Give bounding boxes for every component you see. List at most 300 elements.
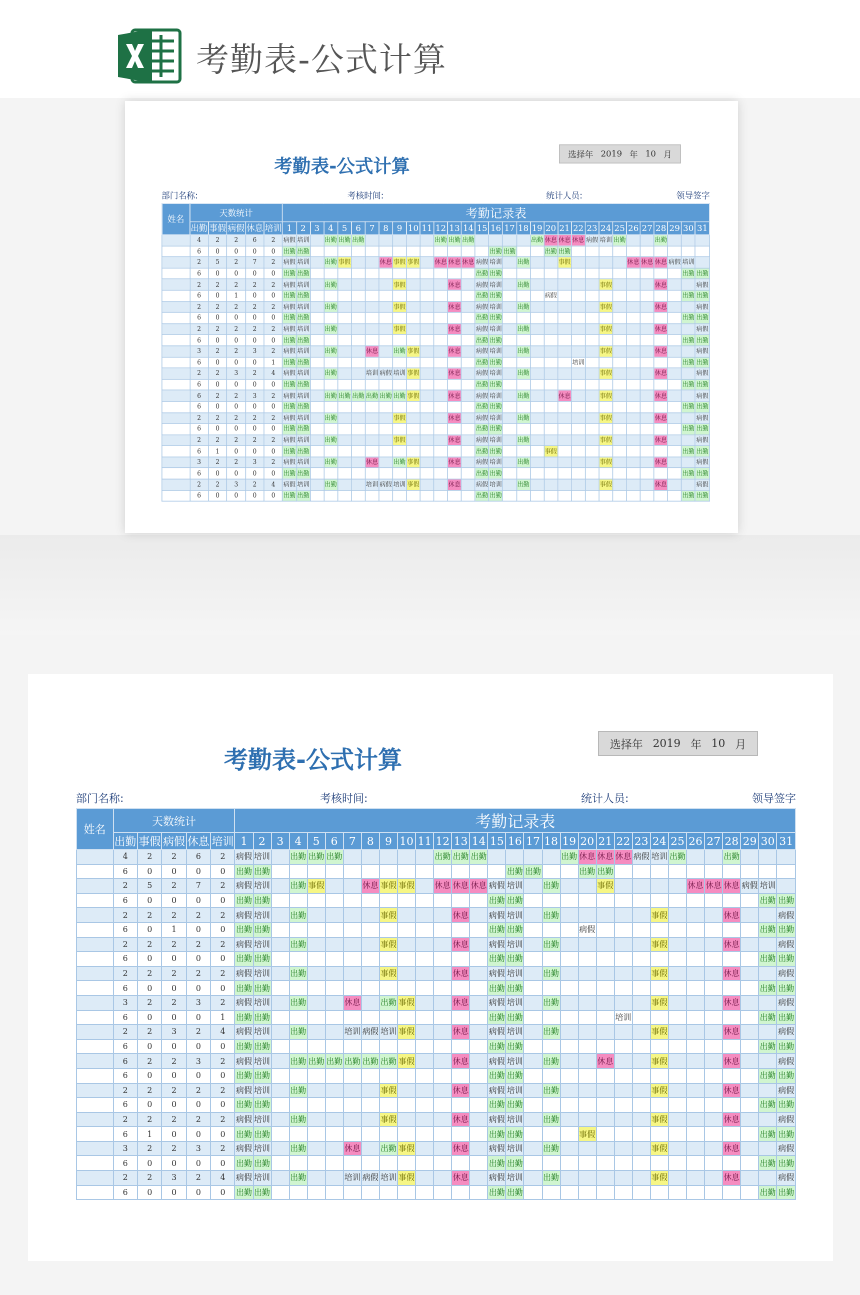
day-cell[interactable]: 休息 <box>434 879 452 894</box>
day-cell[interactable] <box>434 1185 452 1200</box>
day-cell[interactable] <box>365 435 379 446</box>
day-cell[interactable] <box>723 952 741 967</box>
day-cell[interactable] <box>351 246 365 257</box>
day-cell[interactable] <box>325 1098 343 1113</box>
day-cell[interactable]: 病假 <box>544 290 558 301</box>
day-cell[interactable] <box>599 468 613 479</box>
day-cell[interactable] <box>640 446 654 457</box>
day-cell[interactable] <box>668 412 682 423</box>
day-cell[interactable] <box>599 446 613 457</box>
day-cell[interactable]: 休息 <box>687 879 705 894</box>
day-cell[interactable]: 事假 <box>650 1171 668 1186</box>
day-cell[interactable]: 出勤 <box>283 335 297 346</box>
name-cell[interactable] <box>162 390 190 401</box>
day-cell[interactable]: 事假 <box>398 879 416 894</box>
day-cell[interactable] <box>516 468 530 479</box>
day-cell[interactable]: 事假 <box>338 257 352 268</box>
day-cell[interactable]: 出勤 <box>307 1054 325 1069</box>
day-cell[interactable]: 出勤 <box>379 1054 397 1069</box>
day-cell[interactable]: 病假 <box>585 235 599 246</box>
day-cell[interactable] <box>338 246 352 257</box>
day-cell[interactable]: 出勤 <box>343 1054 361 1069</box>
day-cell[interactable] <box>310 457 324 468</box>
day-cell[interactable]: 事假 <box>558 257 572 268</box>
name-cell[interactable] <box>77 908 114 923</box>
day-cell[interactable]: 事假 <box>379 1083 397 1098</box>
name-cell[interactable] <box>162 279 190 290</box>
day-cell[interactable] <box>571 246 585 257</box>
day-cell[interactable]: 病假 <box>235 1112 253 1127</box>
day-cell[interactable]: 出勤 <box>235 1185 253 1200</box>
day-cell[interactable]: 出勤 <box>475 468 489 479</box>
day-cell[interactable]: 出勤 <box>475 401 489 412</box>
day-cell[interactable]: 出勤 <box>488 922 506 937</box>
day-cell[interactable] <box>668 246 682 257</box>
day-cell[interactable]: 病假 <box>235 850 253 865</box>
day-cell[interactable] <box>632 1025 650 1040</box>
day-cell[interactable]: 出勤 <box>516 479 530 490</box>
day-cell[interactable]: 休息 <box>452 879 470 894</box>
day-cell[interactable]: 出勤 <box>324 390 338 401</box>
day-cell[interactable] <box>558 312 572 323</box>
day-cell[interactable] <box>741 1127 759 1142</box>
day-cell[interactable] <box>488 850 506 865</box>
day-cell[interactable]: 出勤 <box>654 235 668 246</box>
day-cell[interactable] <box>365 279 379 290</box>
day-cell[interactable] <box>560 908 578 923</box>
day-cell[interactable]: 病假 <box>695 324 709 335</box>
day-cell[interactable]: 出勤 <box>470 850 488 865</box>
day-cell[interactable] <box>365 257 379 268</box>
day-cell[interactable] <box>599 268 613 279</box>
day-cell[interactable] <box>759 908 777 923</box>
day-cell[interactable]: 出勤 <box>695 335 709 346</box>
day-cell[interactable] <box>452 1068 470 1083</box>
day-cell[interactable] <box>398 864 416 879</box>
day-cell[interactable]: 出勤 <box>695 357 709 368</box>
day-cell[interactable] <box>654 401 668 412</box>
day-cell[interactable]: 病假 <box>475 324 489 335</box>
day-cell[interactable] <box>503 268 517 279</box>
day-cell[interactable] <box>434 446 448 457</box>
day-cell[interactable]: 出勤 <box>361 1054 379 1069</box>
day-cell[interactable]: 病假 <box>283 301 297 312</box>
day-cell[interactable]: 培训 <box>489 279 503 290</box>
name-cell[interactable] <box>77 1171 114 1186</box>
day-cell[interactable] <box>398 937 416 952</box>
day-cell[interactable] <box>668 268 682 279</box>
day-cell[interactable] <box>560 864 578 879</box>
day-cell[interactable] <box>434 290 448 301</box>
day-cell[interactable] <box>461 368 475 379</box>
day-cell[interactable] <box>307 1127 325 1142</box>
day-cell[interactable] <box>343 952 361 967</box>
day-cell[interactable] <box>420 468 434 479</box>
day-cell[interactable]: 病假 <box>475 346 489 357</box>
day-cell[interactable] <box>516 268 530 279</box>
day-cell[interactable] <box>668 290 682 301</box>
day-cell[interactable] <box>530 368 544 379</box>
day-cell[interactable]: 病假 <box>777 1025 796 1040</box>
day-cell[interactable] <box>365 446 379 457</box>
day-cell[interactable] <box>614 1098 632 1113</box>
day-cell[interactable] <box>668 379 682 390</box>
day-cell[interactable] <box>723 981 741 996</box>
day-cell[interactable]: 病假 <box>777 1083 796 1098</box>
day-cell[interactable] <box>650 922 668 937</box>
day-cell[interactable] <box>571 424 585 435</box>
day-cell[interactable]: 出勤 <box>475 490 489 501</box>
day-cell[interactable] <box>289 1068 307 1083</box>
day-cell[interactable] <box>310 301 324 312</box>
day-cell[interactable] <box>379 1127 397 1142</box>
day-cell[interactable] <box>640 457 654 468</box>
day-cell[interactable] <box>365 424 379 435</box>
day-cell[interactable] <box>723 1010 741 1025</box>
day-cell[interactable]: 出勤 <box>235 1156 253 1171</box>
day-cell[interactable] <box>503 368 517 379</box>
day-cell[interactable] <box>289 1185 307 1200</box>
day-cell[interactable]: 休息 <box>343 995 361 1010</box>
day-cell[interactable] <box>351 257 365 268</box>
day-cell[interactable]: 休息 <box>596 850 614 865</box>
day-cell[interactable] <box>307 1141 325 1156</box>
day-cell[interactable] <box>379 424 393 435</box>
day-cell[interactable] <box>406 468 420 479</box>
day-cell[interactable] <box>613 324 627 335</box>
day-cell[interactable] <box>654 290 668 301</box>
day-cell[interactable]: 出勤 <box>542 879 560 894</box>
day-cell[interactable] <box>613 390 627 401</box>
day-cell[interactable]: 出勤 <box>613 235 627 246</box>
day-cell[interactable] <box>310 268 324 279</box>
day-cell[interactable] <box>351 290 365 301</box>
day-cell[interactable] <box>365 312 379 323</box>
day-cell[interactable]: 出勤 <box>365 390 379 401</box>
day-cell[interactable] <box>398 922 416 937</box>
day-cell[interactable]: 出勤 <box>681 335 695 346</box>
day-cell[interactable]: 出勤 <box>759 952 777 967</box>
name-cell[interactable] <box>77 1025 114 1040</box>
day-cell[interactable] <box>632 1083 650 1098</box>
day-cell[interactable] <box>393 246 407 257</box>
day-cell[interactable] <box>640 290 654 301</box>
day-cell[interactable] <box>705 850 723 865</box>
day-cell[interactable] <box>351 435 365 446</box>
day-cell[interactable] <box>324 290 338 301</box>
day-cell[interactable]: 休息 <box>558 390 572 401</box>
day-cell[interactable]: 出勤 <box>283 357 297 368</box>
day-cell[interactable] <box>542 893 560 908</box>
day-cell[interactable] <box>470 1185 488 1200</box>
name-cell[interactable] <box>162 446 190 457</box>
name-cell[interactable] <box>162 468 190 479</box>
day-cell[interactable] <box>626 401 640 412</box>
day-cell[interactable] <box>585 324 599 335</box>
day-cell[interactable] <box>416 1112 434 1127</box>
day-cell[interactable]: 出勤 <box>283 468 297 479</box>
day-cell[interactable] <box>470 937 488 952</box>
day-cell[interactable] <box>544 357 558 368</box>
day-cell[interactable] <box>338 312 352 323</box>
day-cell[interactable] <box>626 268 640 279</box>
day-cell[interactable] <box>406 246 420 257</box>
day-cell[interactable] <box>307 1025 325 1040</box>
day-cell[interactable] <box>741 1010 759 1025</box>
day-cell[interactable]: 事假 <box>650 937 668 952</box>
day-cell[interactable]: 出勤 <box>461 235 475 246</box>
day-cell[interactable] <box>398 908 416 923</box>
day-cell[interactable] <box>705 1112 723 1127</box>
day-cell[interactable] <box>585 301 599 312</box>
day-cell[interactable] <box>596 1083 614 1098</box>
day-cell[interactable] <box>271 922 289 937</box>
name-cell[interactable] <box>162 235 190 246</box>
day-cell[interactable] <box>578 1098 596 1113</box>
day-cell[interactable] <box>741 966 759 981</box>
day-cell[interactable] <box>361 1098 379 1113</box>
day-cell[interactable] <box>650 1185 668 1200</box>
day-cell[interactable] <box>544 268 558 279</box>
day-cell[interactable] <box>614 864 632 879</box>
day-cell[interactable] <box>632 893 650 908</box>
day-cell[interactable]: 出勤 <box>489 268 503 279</box>
day-cell[interactable]: 培训 <box>614 1010 632 1025</box>
day-cell[interactable] <box>307 1068 325 1083</box>
day-cell[interactable] <box>338 446 352 457</box>
day-cell[interactable] <box>530 412 544 423</box>
day-cell[interactable] <box>585 279 599 290</box>
day-cell[interactable] <box>614 1156 632 1171</box>
day-cell[interactable] <box>524 1171 542 1186</box>
day-cell[interactable] <box>351 301 365 312</box>
day-cell[interactable] <box>448 468 462 479</box>
day-cell[interactable] <box>420 490 434 501</box>
day-cell[interactable]: 事假 <box>398 995 416 1010</box>
day-cell[interactable]: 病假 <box>741 879 759 894</box>
day-cell[interactable] <box>361 966 379 981</box>
day-cell[interactable]: 培训 <box>506 995 524 1010</box>
day-cell[interactable] <box>777 850 796 865</box>
day-cell[interactable]: 出勤 <box>235 893 253 908</box>
day-cell[interactable] <box>626 479 640 490</box>
day-cell[interactable] <box>361 937 379 952</box>
day-cell[interactable] <box>325 981 343 996</box>
day-cell[interactable] <box>448 357 462 368</box>
day-cell[interactable]: 出勤 <box>488 1068 506 1083</box>
day-cell[interactable]: 事假 <box>393 412 407 423</box>
day-cell[interactable] <box>343 1068 361 1083</box>
day-cell[interactable] <box>516 235 530 246</box>
day-cell[interactable] <box>741 1039 759 1054</box>
day-cell[interactable] <box>461 446 475 457</box>
day-cell[interactable]: 出勤 <box>489 424 503 435</box>
day-cell[interactable] <box>530 424 544 435</box>
day-cell[interactable] <box>434 1171 452 1186</box>
day-cell[interactable] <box>420 312 434 323</box>
day-cell[interactable] <box>461 468 475 479</box>
day-cell[interactable]: 休息 <box>544 235 558 246</box>
day-cell[interactable] <box>503 490 517 501</box>
day-cell[interactable]: 病假 <box>283 390 297 401</box>
day-cell[interactable]: 培训 <box>489 346 503 357</box>
day-cell[interactable]: 培训 <box>365 479 379 490</box>
day-cell[interactable] <box>351 468 365 479</box>
day-cell[interactable] <box>668 922 686 937</box>
day-cell[interactable] <box>416 922 434 937</box>
day-cell[interactable] <box>503 324 517 335</box>
day-cell[interactable] <box>613 490 627 501</box>
day-cell[interactable] <box>307 1010 325 1025</box>
day-cell[interactable] <box>544 301 558 312</box>
day-cell[interactable] <box>325 1112 343 1127</box>
day-cell[interactable] <box>361 981 379 996</box>
day-cell[interactable]: 出勤 <box>253 1185 271 1200</box>
day-cell[interactable]: 培训 <box>489 412 503 423</box>
day-cell[interactable]: 出勤 <box>338 235 352 246</box>
day-cell[interactable] <box>393 424 407 435</box>
day-cell[interactable] <box>406 490 420 501</box>
day-cell[interactable]: 出勤 <box>235 1039 253 1054</box>
day-cell[interactable]: 事假 <box>379 1112 397 1127</box>
day-cell[interactable] <box>668 995 686 1010</box>
day-cell[interactable]: 出勤 <box>325 850 343 865</box>
day-cell[interactable] <box>434 1039 452 1054</box>
day-cell[interactable] <box>324 246 338 257</box>
day-cell[interactable]: 事假 <box>599 279 613 290</box>
day-cell[interactable]: 病假 <box>235 1025 253 1040</box>
day-cell[interactable] <box>325 952 343 967</box>
day-cell[interactable] <box>585 335 599 346</box>
day-cell[interactable]: 病假 <box>695 301 709 312</box>
day-cell[interactable] <box>406 335 420 346</box>
day-cell[interactable] <box>271 937 289 952</box>
day-cell[interactable] <box>310 446 324 457</box>
day-cell[interactable] <box>351 446 365 457</box>
day-cell[interactable]: 培训 <box>506 1141 524 1156</box>
day-cell[interactable] <box>434 324 448 335</box>
day-cell[interactable] <box>406 268 420 279</box>
day-cell[interactable] <box>687 966 705 981</box>
day-cell[interactable] <box>343 937 361 952</box>
day-cell[interactable] <box>542 850 560 865</box>
day-cell[interactable] <box>524 937 542 952</box>
day-cell[interactable]: 出勤 <box>283 401 297 412</box>
day-cell[interactable] <box>687 1054 705 1069</box>
day-cell[interactable] <box>705 864 723 879</box>
day-cell[interactable]: 病假 <box>777 966 796 981</box>
year-month-selector[interactable] <box>559 144 681 163</box>
day-cell[interactable]: 出勤 <box>506 1127 524 1142</box>
day-cell[interactable]: 培训 <box>296 324 310 335</box>
day-cell[interactable] <box>632 1156 650 1171</box>
day-cell[interactable] <box>310 435 324 446</box>
day-cell[interactable] <box>626 279 640 290</box>
day-cell[interactable] <box>379 952 397 967</box>
day-cell[interactable] <box>668 893 686 908</box>
day-cell[interactable] <box>338 435 352 446</box>
day-cell[interactable]: 事假 <box>398 1054 416 1069</box>
day-cell[interactable] <box>759 995 777 1010</box>
day-cell[interactable]: 出勤 <box>695 468 709 479</box>
day-cell[interactable] <box>406 301 420 312</box>
day-cell[interactable] <box>585 246 599 257</box>
day-cell[interactable] <box>420 379 434 390</box>
day-cell[interactable] <box>524 952 542 967</box>
day-cell[interactable]: 病假 <box>283 257 297 268</box>
day-cell[interactable] <box>530 357 544 368</box>
day-cell[interactable]: 休息 <box>571 235 585 246</box>
day-cell[interactable] <box>650 1098 668 1113</box>
day-cell[interactable] <box>640 401 654 412</box>
day-cell[interactable]: 病假 <box>475 390 489 401</box>
day-cell[interactable]: 病假 <box>283 412 297 423</box>
day-cell[interactable]: 出勤 <box>544 246 558 257</box>
day-cell[interactable] <box>416 1098 434 1113</box>
day-cell[interactable] <box>530 379 544 390</box>
day-cell[interactable]: 休息 <box>365 346 379 357</box>
day-cell[interactable] <box>461 335 475 346</box>
day-cell[interactable]: 出勤 <box>393 457 407 468</box>
day-cell[interactable]: 出勤 <box>681 424 695 435</box>
day-cell[interactable] <box>398 1068 416 1083</box>
day-cell[interactable] <box>379 346 393 357</box>
day-cell[interactable] <box>632 1171 650 1186</box>
day-cell[interactable]: 培训 <box>393 479 407 490</box>
day-cell[interactable]: 病假 <box>235 966 253 981</box>
day-cell[interactable]: 出勤 <box>695 379 709 390</box>
day-cell[interactable] <box>420 412 434 423</box>
day-cell[interactable]: 培训 <box>506 1025 524 1040</box>
day-cell[interactable] <box>668 479 682 490</box>
name-cell[interactable] <box>77 922 114 937</box>
day-cell[interactable] <box>759 850 777 865</box>
day-cell[interactable] <box>544 468 558 479</box>
day-cell[interactable] <box>351 357 365 368</box>
day-cell[interactable] <box>614 1127 632 1142</box>
day-cell[interactable] <box>585 490 599 501</box>
day-cell[interactable]: 出勤 <box>542 1083 560 1098</box>
day-cell[interactable] <box>668 1171 686 1186</box>
day-cell[interactable] <box>614 1171 632 1186</box>
day-cell[interactable] <box>681 479 695 490</box>
day-cell[interactable]: 病假 <box>695 457 709 468</box>
day-cell[interactable] <box>524 1098 542 1113</box>
day-cell[interactable]: 出勤 <box>516 435 530 446</box>
day-cell[interactable] <box>416 850 434 865</box>
day-cell[interactable]: 休息 <box>452 1054 470 1069</box>
day-cell[interactable] <box>681 412 695 423</box>
day-cell[interactable] <box>668 1098 686 1113</box>
day-cell[interactable] <box>613 446 627 457</box>
day-cell[interactable]: 出勤 <box>289 908 307 923</box>
day-cell[interactable] <box>406 279 420 290</box>
day-cell[interactable] <box>571 257 585 268</box>
day-cell[interactable] <box>470 995 488 1010</box>
day-cell[interactable] <box>705 908 723 923</box>
day-cell[interactable] <box>379 279 393 290</box>
day-cell[interactable] <box>351 335 365 346</box>
day-cell[interactable] <box>434 424 448 435</box>
day-cell[interactable] <box>434 379 448 390</box>
day-cell[interactable] <box>503 468 517 479</box>
day-cell[interactable] <box>542 952 560 967</box>
day-cell[interactable] <box>705 1025 723 1040</box>
day-cell[interactable] <box>741 952 759 967</box>
day-cell[interactable]: 出勤 <box>777 952 796 967</box>
day-cell[interactable]: 出勤 <box>289 966 307 981</box>
day-cell[interactable]: 培训 <box>253 995 271 1010</box>
